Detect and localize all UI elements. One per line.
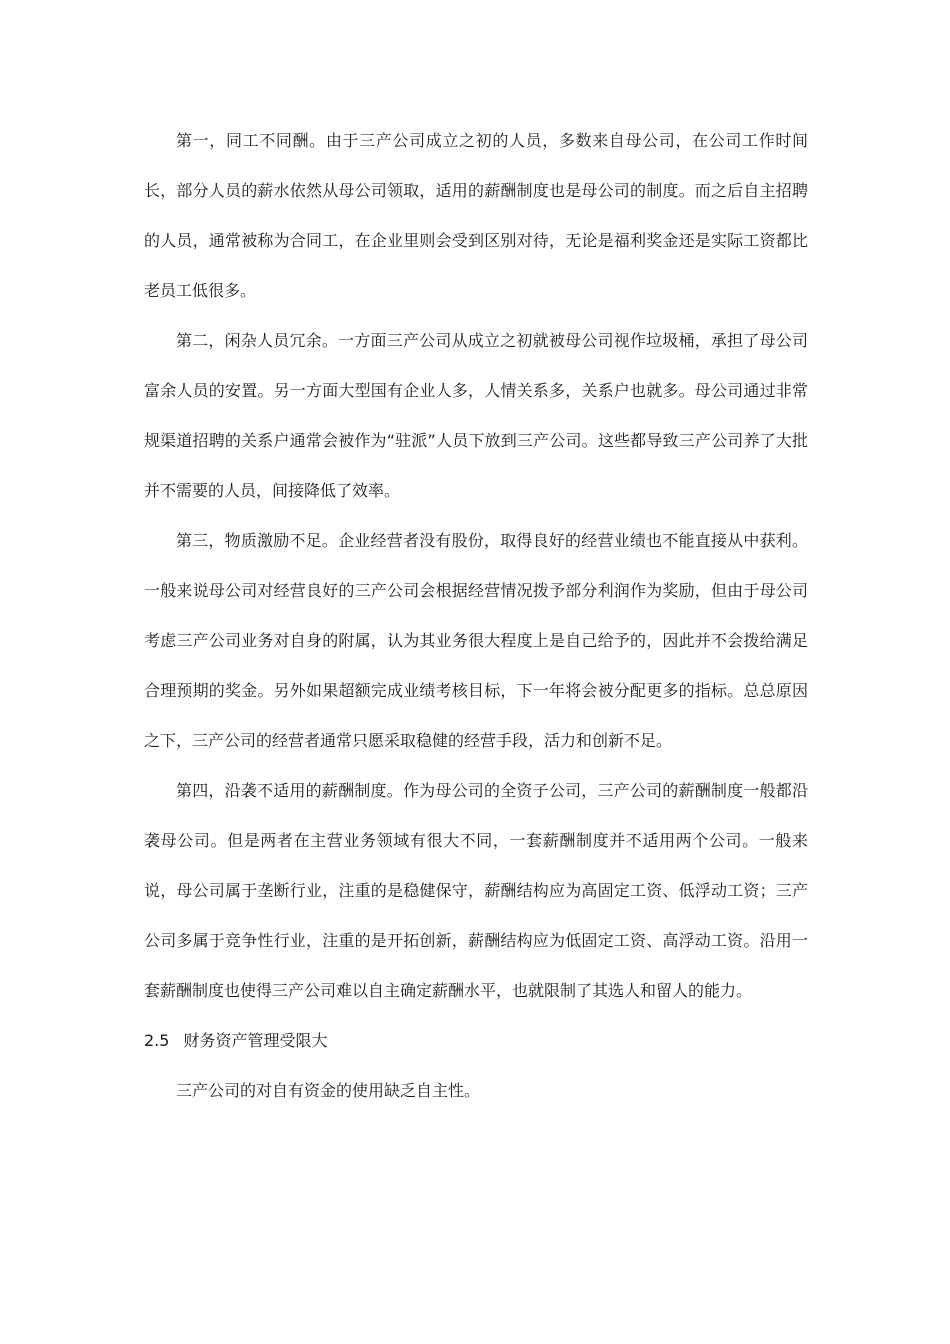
paragraph-1: 第一，同工不同酬。由于三产公司成立之初的人员，多数来自母公司，在公司工作时间长，部分人员的薪水依然从母公司领取，适用的薪酬制度也是母公司的制度。而之后自主招聘的人员，通常被称为合同工，在企业里则会受到区别对待，无论是福利奖金还是实际工资都比老员工低很多。: [144, 131, 808, 300]
section-number: 2.5: [144, 1031, 170, 1050]
section-heading: [144, 1016, 808, 1066]
document-body: [144, 116, 808, 1116]
section-title: 财务资产管理受限大: [183, 1031, 328, 1050]
paragraph-5: 三产公司的对自有资金的使用缺乏自主性。: [176, 1081, 481, 1100]
paragraph-4: 第四，沿袭不适用的薪酬制度。作为母公司的全资子公司，三产公司的薪酬制度一般都沿袭母公司。但是两者在主营业务领域有很大不同，一套薪酬制度并不适用两个公司。一般来说，母公司属于垄断行业，注重的是稳健保守，薪酬结构应为高固定工资、低浮动工资；三产公司多属于竞争性行业，注重的是开拓创新，薪酬结构应为低固定工资、高浮动工资。沿用一套薪酬制度也使得三产公司难以自主确定薪酬水平，也就限制了其选人和留人的能力。: [144, 781, 808, 1000]
paragraph-3: 第三，物质激励不足。企业经营者没有股份，取得良好的经营业绩也不能直接从中获利。一般来说母公司对经营良好的三产公司会根据经营情况拨予部分利润作为奖励，但由于母公司考虑三产公司业务对自身的附属，认为其业务很大程度上是自己给予的，因此并不会拨给满足合理预期的奖金。另外如果超额完成业绩考核目标，下一年将会被分配更多的指标。总总原因之下，三产公司的经营者通常只愿采取稳健的经营手段，活力和创新不足。: [144, 531, 808, 750]
paragraph-2: 第二，闲杂人员冗余。一方面三产公司从成立之初就被母公司视作垃圾桶，承担了母公司富余人员的安置。另一方面大型国有企业人多，人情关系多，关系户也就多。母公司通过非常规渠道招聘的关系户通常会被作为“驻派”人员下放到三产公司。这些都导致三产公司养了大批并不需要的人员，间接降低了效率。: [144, 331, 808, 500]
